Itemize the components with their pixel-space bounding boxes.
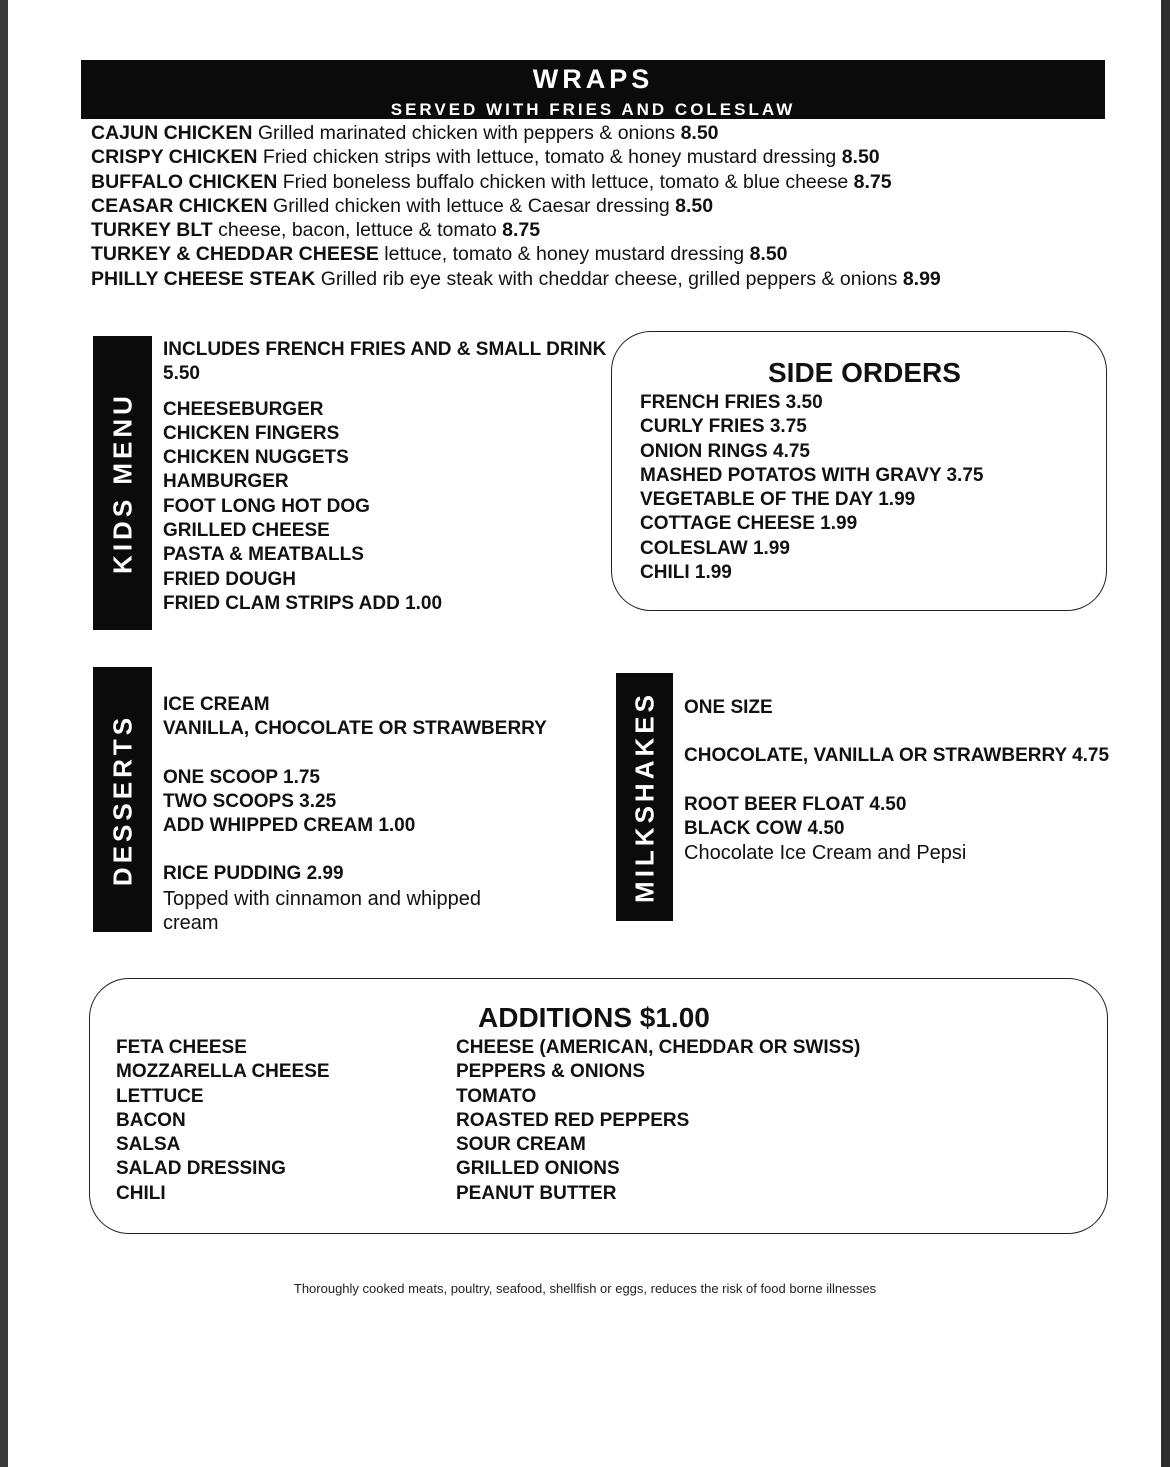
wrap-item-price: 8.50: [680, 122, 719, 144]
kids-intro: INCLUDES FRENCH FRIES AND & SMALL DRINK: [163, 339, 607, 360]
wraps-title: WRAPS: [532, 64, 654, 94]
milkshake-black-cow-desc: Chocolate Ice Cream and Pepsi: [684, 842, 967, 865]
kids-menu-tab-label: KIDS MENU: [107, 392, 137, 574]
wrap-item-name: BUFFALO CHICKEN: [91, 170, 278, 193]
milkshakes-tab: [616, 673, 673, 921]
side-orders-title: SIDE ORDERS: [768, 357, 961, 388]
addition-item: PEPPERS & ONIONS: [456, 1061, 645, 1083]
milkshakes-tab-label: MILKSHAKES: [629, 691, 659, 903]
side-item: COTTAGE CHEESE 1.99: [640, 513, 858, 535]
addition-item: MOZZARELLA CHEESE: [116, 1061, 330, 1083]
additions-right-list: [456, 1036, 860, 1206]
dessert-ice-cream: ICE CREAM: [163, 694, 270, 715]
wrap-item-price: 8.75: [502, 219, 541, 242]
desserts-list: [163, 693, 547, 935]
kids-menu-list: [163, 338, 606, 616]
side-item: CHILI 1.99: [640, 562, 732, 584]
addition-item: GRILLED ONIONS: [456, 1158, 620, 1180]
desserts-tab: [93, 667, 152, 932]
right-border: [1161, 0, 1170, 1467]
wrap-item-price: 8.50: [749, 243, 788, 266]
kids-menu-tab: [93, 336, 152, 630]
wrap-item: [91, 194, 1091, 218]
kids-item: FRIED DOUGH: [163, 568, 296, 590]
wrap-item: [91, 170, 1091, 194]
kids-item: FRIED CLAM STRIPS ADD 1.00: [163, 592, 443, 614]
dessert-whipped-cream: ADD WHIPPED CREAM 1.00: [163, 815, 416, 837]
wraps-subtitle: SERVED WITH FRIES AND COLESLAW: [390, 100, 796, 119]
kids-item: CHEESEBURGER: [163, 398, 324, 420]
milkshake-root-beer-float: ROOT BEER FLOAT 4.50: [684, 793, 907, 815]
wrap-item: [91, 218, 1091, 242]
wraps-header: [81, 60, 1105, 119]
wrap-item-name: TURKEY BLT: [91, 219, 213, 242]
wraps-list: [91, 121, 1091, 291]
addition-item: CHILI: [116, 1182, 166, 1204]
addition-item: SALSA: [116, 1134, 181, 1156]
wrap-item-price: 8.75: [853, 170, 892, 193]
kids-price: 5.50: [163, 363, 200, 385]
wrap-item-desc: Grilled marinated chicken with peppers & onions: [252, 122, 681, 144]
wrap-item-name: TURKEY & CHEDDAR CHEESE: [91, 243, 379, 266]
addition-item: SOUR CREAM: [456, 1134, 586, 1156]
wrap-item-desc: Grilled rib eye steak with cheddar cheese, grilled peppers & onions: [315, 267, 903, 290]
footer-note: Thoroughly cooked meats, poultry, seafood, shellfish or eggs, reduces the risk of food borne illnesses: [293, 1281, 877, 1296]
wrap-item-name: CAJUN CHICKEN: [91, 122, 253, 144]
wrap-item-name: PHILLY CHEESE STEAK: [91, 267, 316, 290]
dessert-one-scoop: ONE SCOOP 1.75: [163, 766, 320, 788]
addition-item: SALAD DRESSING: [116, 1158, 286, 1180]
side-item: COLESLAW 1.99: [640, 537, 790, 559]
wrap-item: [91, 121, 1091, 145]
kids-item: CHICKEN NUGGETS: [163, 447, 349, 469]
side-item: MASHED POTATOS WITH GRAVY 3.75: [640, 464, 984, 486]
wrap-item-desc: cheese, bacon, lettuce & tomato: [212, 219, 503, 242]
addition-item: CHEESE (AMERICAN, CHEDDAR OR SWISS): [456, 1037, 861, 1058]
addition-item: FETA CHEESE: [116, 1037, 247, 1058]
additions-left-list: [116, 1036, 330, 1206]
milkshake-black-cow: BLACK COW 4.50: [684, 817, 845, 839]
kids-item: PASTA & MEATBALLS: [163, 544, 364, 566]
side-item: CURLY FRIES 3.75: [640, 416, 807, 438]
side-orders-list: [640, 391, 983, 585]
wrap-item-desc: Fried chicken strips with lettuce, tomato & honey mustard dressing: [257, 146, 842, 169]
wrap-item-price: 8.50: [675, 194, 714, 217]
side-item: VEGETABLE OF THE DAY 1.99: [640, 489, 916, 511]
additions-title: ADDITIONS $1.00: [478, 1002, 710, 1033]
kids-item: HAMBURGER: [163, 471, 289, 493]
dessert-two-scoops: TWO SCOOPS 3.25: [163, 790, 337, 812]
wrap-item-name: CRISPY CHICKEN: [91, 146, 258, 169]
side-item: FRENCH FRIES 3.50: [640, 392, 823, 413]
side-item: ONION RINGS 4.75: [640, 440, 810, 462]
dessert-rice-desc-cont: cream: [163, 912, 219, 935]
wrap-item: [91, 267, 1091, 291]
kids-item: CHICKEN FINGERS: [163, 422, 340, 444]
dessert-flavors: VANILLA, CHOCOLATE OR STRAWBERRY: [163, 718, 547, 740]
desserts-tab-label: DESSERTS: [107, 713, 137, 886]
milkshakes-list: [684, 696, 1109, 865]
addition-item: LETTUCE: [116, 1085, 204, 1107]
addition-item: TOMATO: [456, 1085, 537, 1107]
milkshake-size: ONE SIZE: [684, 697, 773, 718]
wrap-item-name: CEASAR CHICKEN: [91, 194, 268, 217]
wrap-item-desc: Grilled chicken with lettuce & Caesar dressing: [267, 194, 676, 217]
dessert-rice-pudding: RICE PUDDING 2.99: [163, 863, 344, 885]
addition-item: PEANUT BUTTER: [456, 1182, 617, 1204]
kids-item: FOOT LONG HOT DOG: [163, 495, 370, 517]
wrap-item: [91, 242, 1091, 266]
kids-item: GRILLED CHEESE: [163, 520, 330, 542]
addition-item: ROASTED RED PEPPERS: [456, 1109, 690, 1131]
dessert-rice-desc: Topped with cinnamon and whipped: [163, 887, 481, 910]
left-border: [0, 0, 8, 1467]
milkshake-flavors: CHOCOLATE, VANILLA OR STRAWBERRY 4.75: [684, 745, 1110, 767]
wrap-item-price: 8.50: [841, 146, 880, 169]
wrap-item-desc: lettuce, tomato & honey mustard dressing: [378, 243, 750, 266]
addition-item: BACON: [116, 1109, 186, 1131]
wrap-item-desc: Fried boneless buffalo chicken with lettuce, tomato & blue cheese: [277, 170, 854, 193]
wrap-item: [91, 145, 1091, 169]
wrap-item-price: 8.99: [902, 267, 941, 290]
